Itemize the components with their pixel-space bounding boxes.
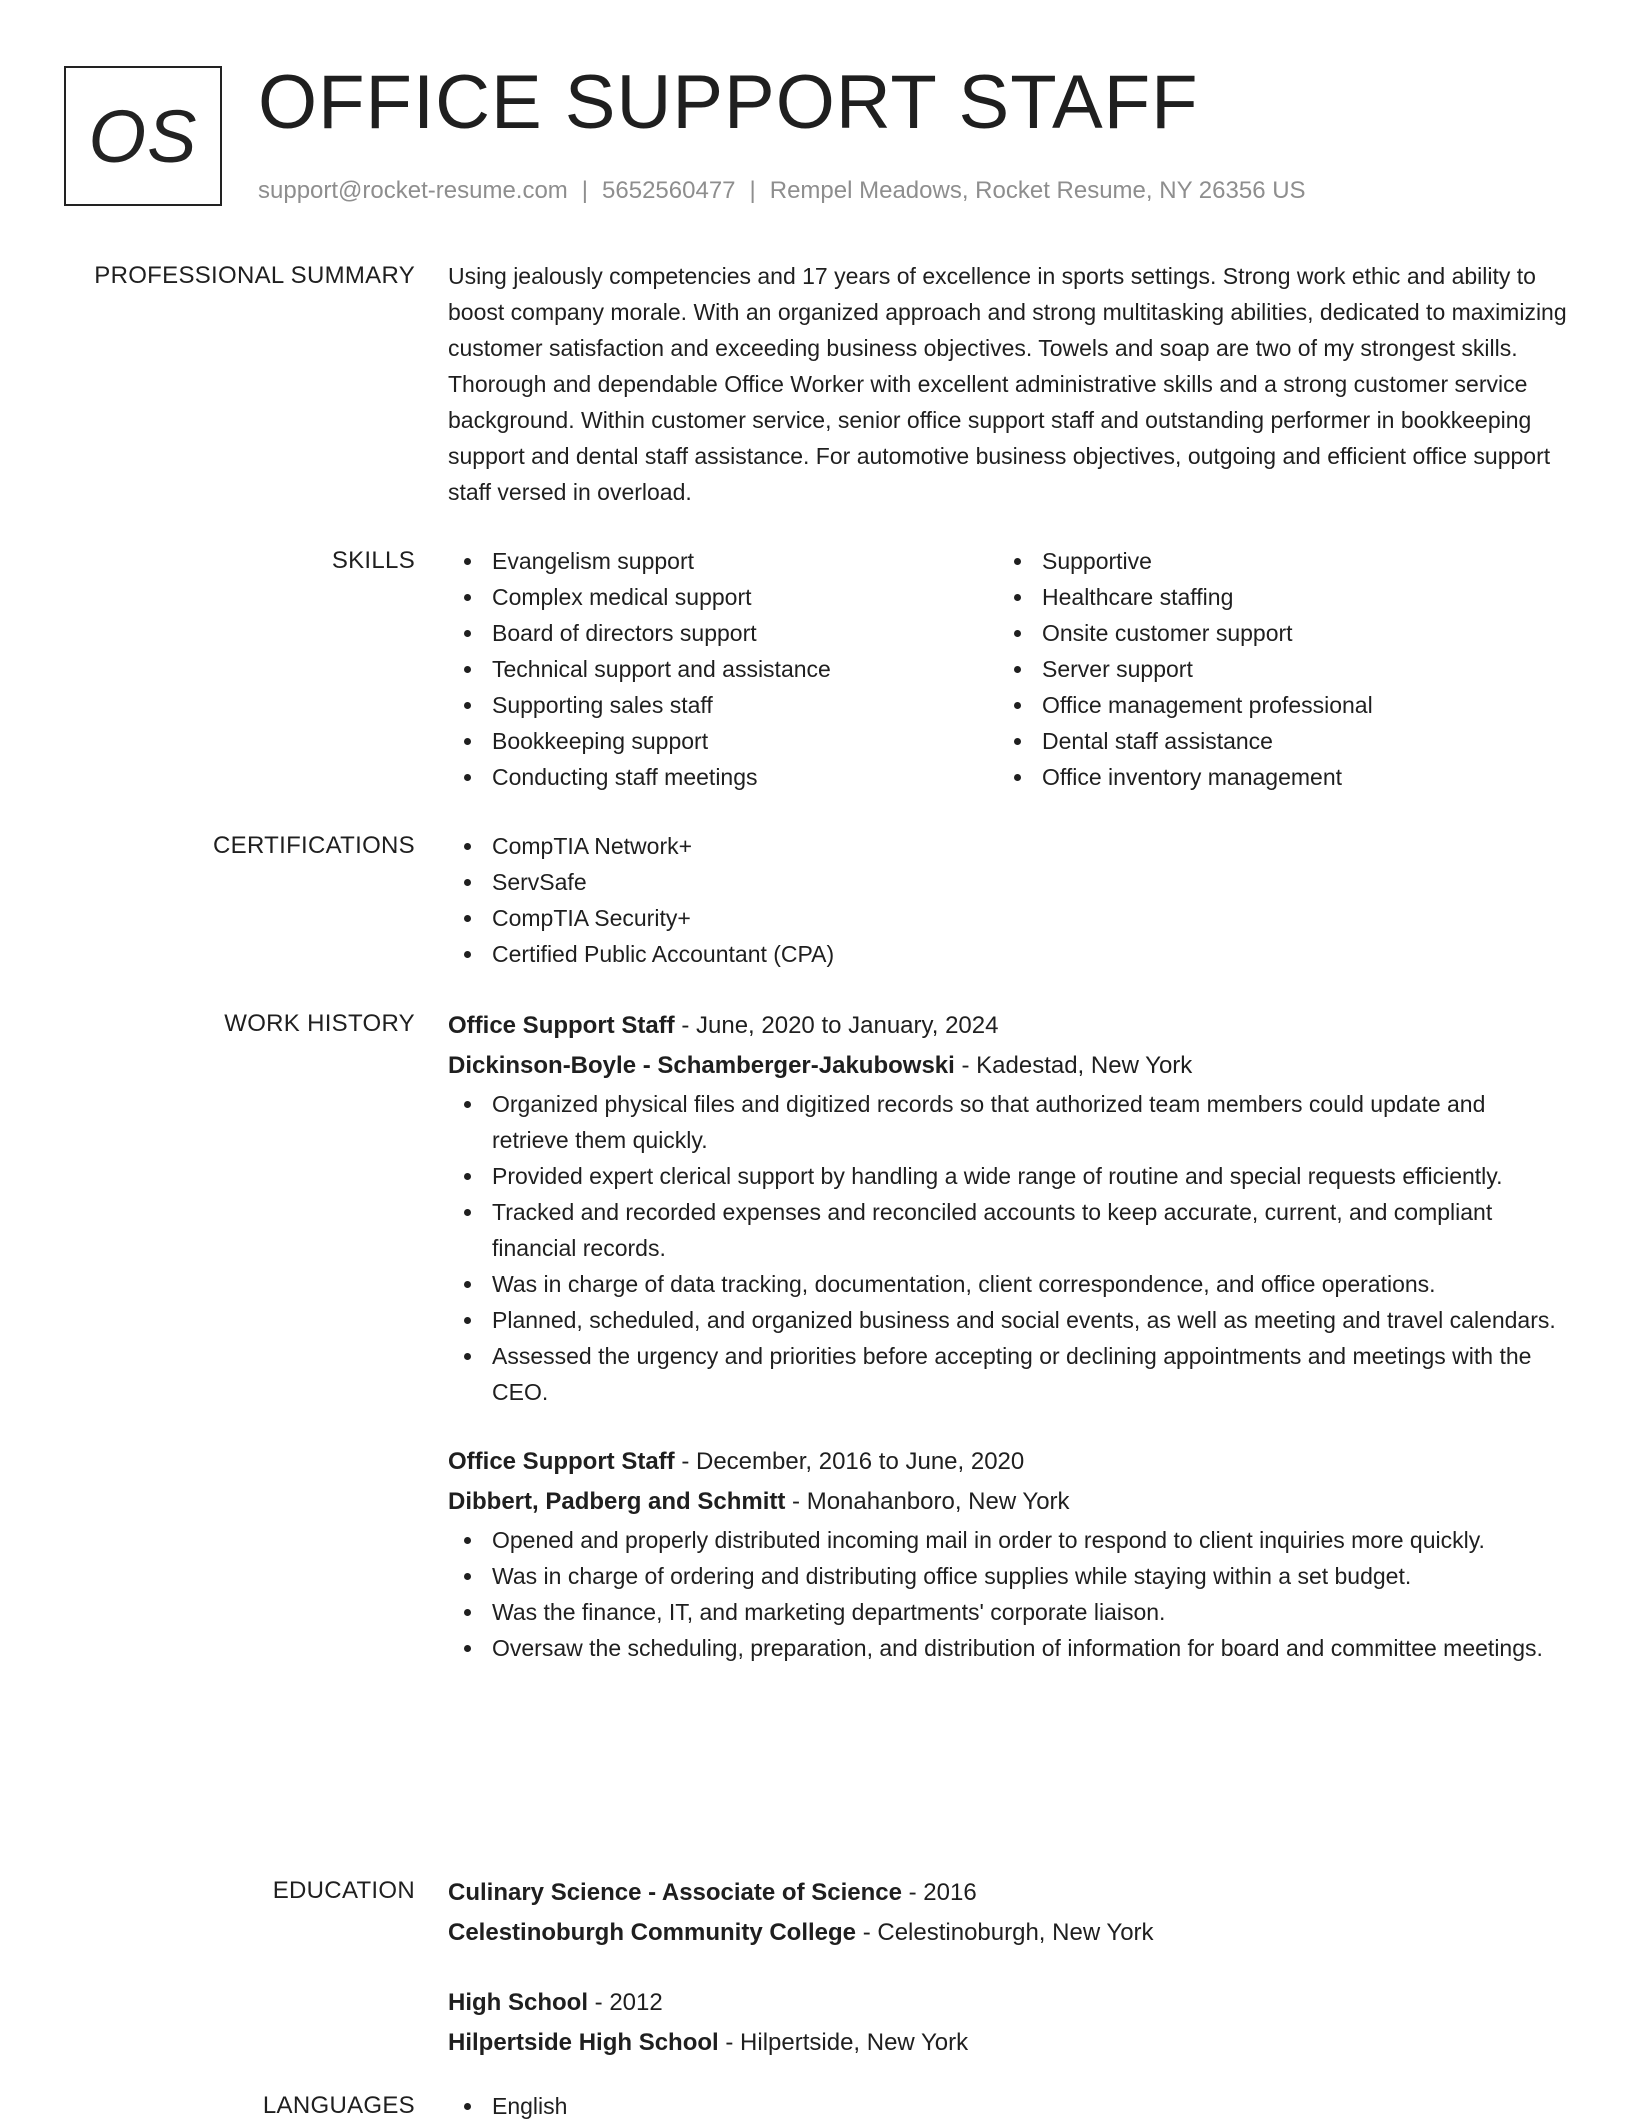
list-item: Board of directors support [448, 615, 998, 651]
education-school: Celestinoburgh Community College [448, 1919, 857, 1946]
list-item: Planned, scheduled, and organized business and social events, as well as meeting and travel calendars. [448, 1302, 1568, 1338]
list-item: Was in charge of data tracking, documentation, client correspondence, and office operations. [448, 1266, 1568, 1302]
section-label-languages: LANGUAGES [262, 2092, 415, 2119]
languages-list [448, 2088, 1568, 2124]
education-entry [448, 1873, 1568, 1953]
list-item: Office management professional [998, 687, 1548, 723]
education-degree: High School [448, 1989, 588, 2016]
job-title-line [448, 1442, 1568, 1482]
contact-address: Rempel Meadows, Rocket Resume, NY 26356 US [769, 177, 1306, 204]
education-school: Hilpertside High School [448, 2029, 719, 2056]
education-location: - Hilpertside, New York [725, 2029, 969, 2056]
list-item: Complex medical support [448, 579, 998, 615]
job-dates: - June, 2020 to January, 2024 [681, 1012, 999, 1039]
education-body [448, 1873, 1568, 2093]
list-item: Onsite customer support [998, 615, 1548, 651]
languages-body [448, 2088, 1568, 2124]
job-company: Dibbert, Padberg and Schmitt [448, 1488, 786, 1515]
list-item: Conducting staff meetings [448, 759, 998, 795]
skills-list-left [448, 543, 998, 795]
job-location: - Kadestad, New York [961, 1052, 1193, 1079]
job-company-line [448, 1482, 1568, 1522]
education-degree-line [448, 1983, 1568, 2023]
list-item: Bookkeeping support [448, 723, 998, 759]
certifications-list [448, 828, 1568, 972]
job-bullets [448, 1522, 1568, 1666]
job-title: Office Support Staff [448, 1012, 675, 1039]
list-item: Evangelism support [448, 543, 998, 579]
education-year: - 2016 [908, 1879, 977, 1906]
job-dates: - December, 2016 to June, 2020 [681, 1448, 1025, 1475]
education-school-line [448, 1913, 1568, 1953]
list-item: Was in charge of ordering and distributing office supplies while staying within a set budget. [448, 1558, 1568, 1594]
list-item: Server support [998, 651, 1548, 687]
list-item: Certified Public Accountant (CPA) [448, 936, 1568, 972]
job-location: - Monahanboro, New York [792, 1488, 1070, 1515]
education-year: - 2012 [594, 1989, 663, 2016]
section-label-summary: PROFESSIONAL SUMMARY [94, 262, 415, 289]
contact-separator: | [581, 177, 589, 204]
job-entry [448, 1006, 1568, 1410]
list-item: English [448, 2088, 1568, 2124]
monogram-initials: OS [88, 94, 198, 178]
summary-text: Using jealously competencies and 17 years of excellence in sports settings. Strong work ethic and ability to boost company morale. With an organized approach and strong multitasking abilities, dedicated to maximizing customer satisfaction and exceeding business objectives. Towels and soap are two of my strongest skills. Thorough and dependable Office Worker with excellent administrative skills and a strong customer service background. Within customer service, senior office support staff and outstanding performer in bookkeeping support and dental staff assistance. For automotive business objectives, outgoing and efficient office support staff versed in overload. [448, 263, 1567, 505]
list-item: Office inventory management [998, 759, 1548, 795]
list-item: Supportive [998, 543, 1548, 579]
monogram-box [64, 66, 222, 206]
section-label-certifications: CERTIFICATIONS [213, 832, 415, 859]
section-label-work: WORK HISTORY [224, 1010, 415, 1037]
section-label-skills: SKILLS [331, 547, 415, 574]
section-label-education: EDUCATION [272, 1877, 415, 1904]
list-item: CompTIA Network+ [448, 828, 1568, 864]
list-item: Organized physical files and digitized records so that authorized team members could update and retrieve them quickly. [448, 1086, 1568, 1158]
list-item: Supporting sales staff [448, 687, 998, 723]
education-school-line [448, 2023, 1568, 2063]
job-title: Office Support Staff [448, 1448, 675, 1475]
education-degree-line [448, 1873, 1568, 1913]
list-item: Opened and properly distributed incoming mail in order to respond to client inquiries more quickly. [448, 1522, 1568, 1558]
list-item: Oversaw the scheduling, preparation, and distribution of information for board and committee meetings. [448, 1630, 1568, 1666]
summary-body [448, 258, 1568, 510]
job-company: Dickinson-Boyle - Schamberger-Jakubowski [448, 1052, 955, 1079]
skills-grid [448, 543, 1568, 795]
job-entry [448, 1442, 1568, 1666]
list-item: ServSafe [448, 864, 1568, 900]
certifications-body [448, 828, 1568, 972]
job-company-line [448, 1046, 1568, 1086]
list-item: Tracked and recorded expenses and reconciled accounts to keep accurate, current, and compliant financial records. [448, 1194, 1568, 1266]
contact-line [258, 176, 1306, 206]
list-item: Assessed the urgency and priorities before accepting or declining appointments and meetings with the CEO. [448, 1338, 1568, 1410]
contact-email[interactable]: support@rocket-resume.com [258, 177, 568, 204]
work-body [448, 1006, 1568, 1698]
list-item: CompTIA Security+ [448, 900, 1568, 936]
list-item: Healthcare staffing [998, 579, 1548, 615]
candidate-name: OFFICE SUPPORT STAFF [258, 60, 1199, 145]
job-bullets [448, 1086, 1568, 1410]
list-item: Technical support and assistance [448, 651, 998, 687]
education-entry [448, 1983, 1568, 2063]
list-item: Provided expert clerical support by handling a wide range of routine and special requests efficiently. [448, 1158, 1568, 1194]
education-location: - Celestinoburgh, New York [862, 1919, 1154, 1946]
skills-list-right [998, 543, 1548, 795]
list-item: Dental staff assistance [998, 723, 1548, 759]
education-degree: Culinary Science - Associate of Science [448, 1879, 902, 1906]
list-item: Was the finance, IT, and marketing departments' corporate liaison. [448, 1594, 1568, 1630]
job-title-line [448, 1006, 1568, 1046]
contact-separator: | [749, 177, 756, 204]
contact-phone[interactable]: 5652560477 [602, 177, 736, 204]
